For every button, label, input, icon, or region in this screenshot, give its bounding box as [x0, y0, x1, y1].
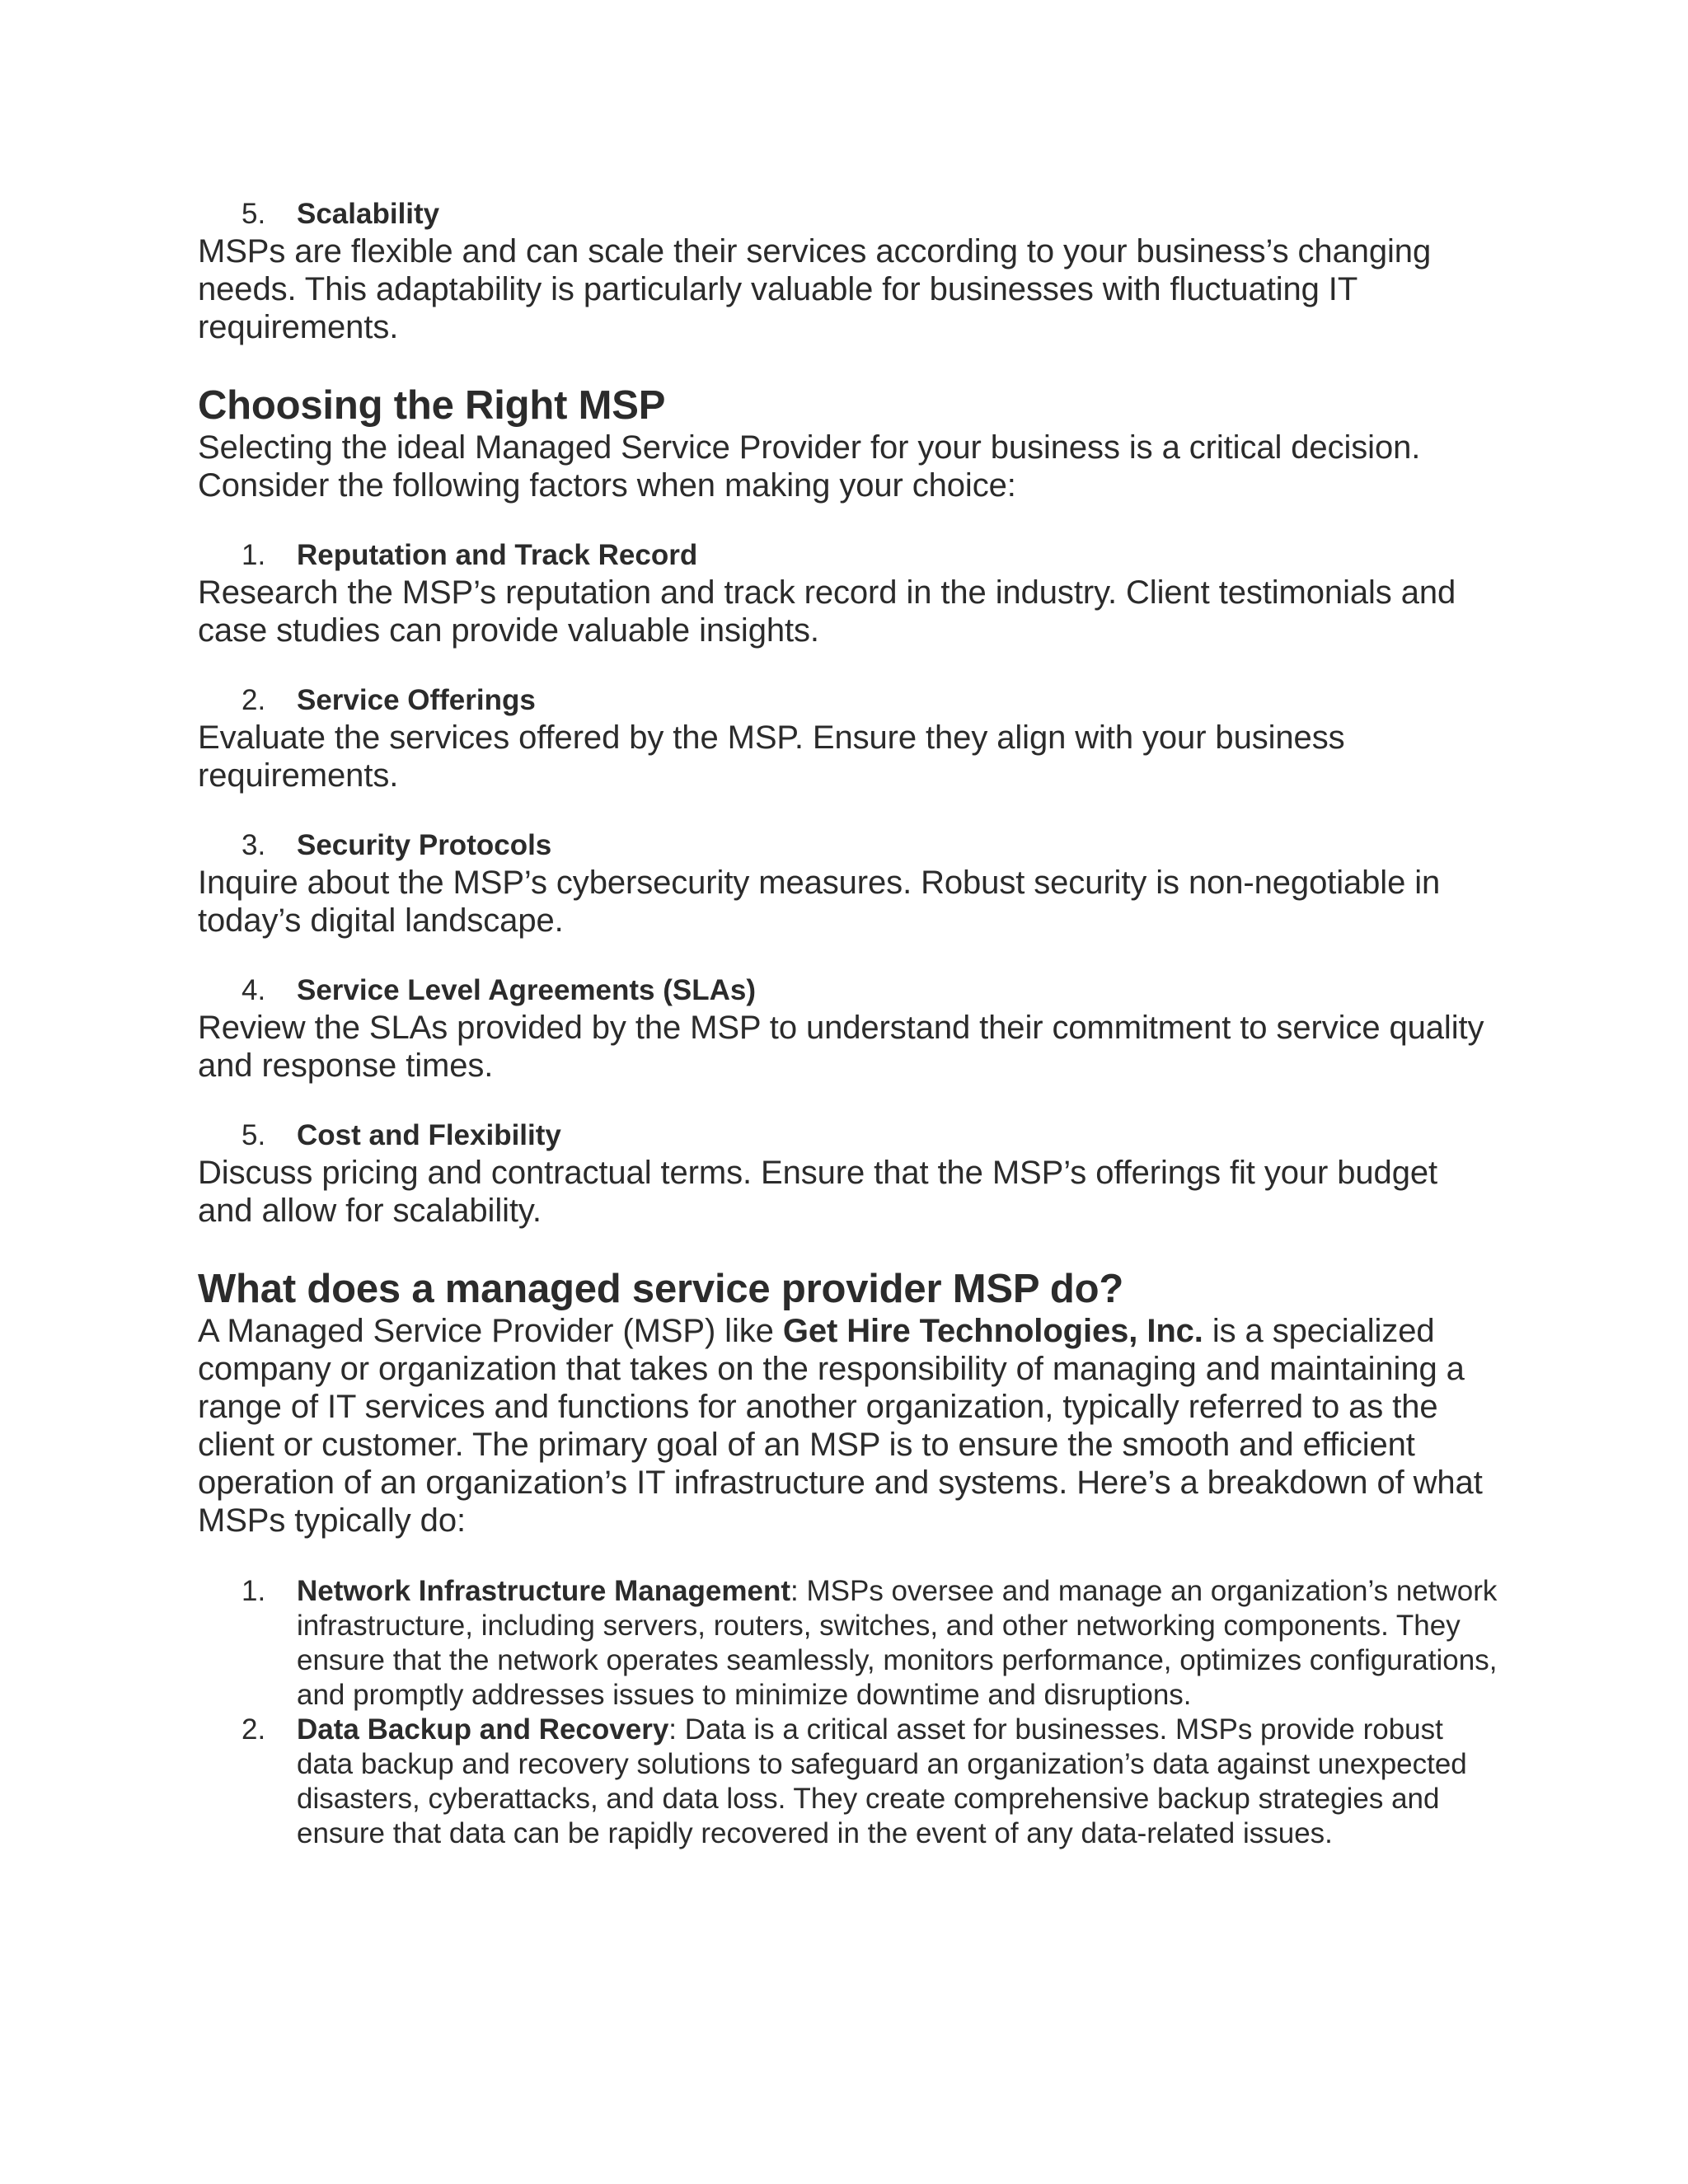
list-item — [241, 827, 1500, 864]
list-number: 5. — [241, 1119, 266, 1151]
paragraph — [198, 1312, 1500, 1540]
list-item-title: Network Infrastructure Management — [297, 1575, 791, 1607]
list-item-text: : Data is a critical asset for businesses. MSPs provide robust data backup and recovery solutions to safeguard an organization’s data against unexpected disasters, cyberattacks, and data loss. They create comprehensive backup strategies and ensure that data can be rapidly recovered in the event of any data-related issues. — [297, 1713, 1467, 1849]
company-name: Get Hire Technologies, Inc. — [782, 1313, 1203, 1349]
list-number: 1. — [241, 539, 266, 571]
list-number: 3. — [241, 829, 266, 861]
list-item-text: : MSPs oversee and manage an organization’s network infrastructure, including servers, routers, switches, and other networking components. They ensure that the network operates seamlessly, monitors performance, optimizes configurations, and promptly addresses issues to minimize downtime and disruptions. — [297, 1575, 1498, 1711]
intro-text: A Managed Service Provider (MSP) like — [198, 1313, 783, 1349]
list-item-title: Data Backup and Recovery — [297, 1713, 669, 1746]
paragraph: Review the SLAs provided by the MSP to understand their commitment to service quality and response times. — [198, 1010, 1484, 1084]
list-item-title: Reputation and Track Record — [297, 539, 698, 571]
list-item-title: Scalability — [297, 198, 440, 230]
list-item-title: Security Protocols — [297, 829, 552, 861]
paragraph: Research the MSP’s reputation and track record in the industry. Client testimonials and case studies can provide valuable insights. — [198, 574, 1456, 649]
paragraph: Discuss pricing and contractual terms. Ensure that the MSP’s offerings fit your budget and allow for scalability. — [198, 1155, 1437, 1229]
list-item-title: Cost and Flexibility — [297, 1119, 561, 1151]
list-item — [241, 1118, 1500, 1154]
list-number: 4. — [241, 974, 266, 1006]
document-page — [198, 196, 1500, 1851]
list-item-title: Service Level Agreements (SLAs) — [297, 974, 756, 1006]
list-item — [241, 972, 1500, 1009]
intro-text: is a specialized company or organization that takes on the responsibility of managing and maintaining a range of IT services and functions for another organization, typically referred to as the client or customer. The primary goal of an MSP is to ensure the smooth and efficient operation of an organization’s IT infrastructure and systems. Here’s a breakdown of what MSPs typically do: — [198, 1313, 1483, 1539]
list-item — [241, 682, 1500, 719]
list-number: 2. — [241, 684, 266, 716]
list-item — [241, 537, 1500, 574]
section-heading-what: What does a managed service provider MSP do? — [198, 1267, 1124, 1311]
list-item-title: Service Offerings — [297, 684, 536, 716]
list-item — [241, 1574, 1500, 1713]
list-number: 5. — [241, 198, 266, 230]
paragraph: Evaluate the services offered by the MSP. Ensure they align with your business requirements. — [198, 719, 1345, 794]
paragraph: Selecting the ideal Managed Service Provider for your business is a critical decision. Consider the following factors when making your choice: — [198, 429, 1421, 504]
list-item-scalability — [241, 196, 1500, 232]
paragraph: Inquire about the MSP’s cybersecurity measures. Robust security is non-negotiable in today’s digital landscape. — [198, 865, 1441, 939]
paragraph: MSPs are flexible and can scale their services according to your business’s changing needs. This adaptability is particularly valuable for businesses with fluctuating IT requirements. — [198, 233, 1432, 345]
list-number: 2. — [241, 1713, 266, 1746]
section-heading-choosing: Choosing the Right MSP — [198, 383, 666, 428]
list-number: 1. — [241, 1575, 266, 1607]
list-item — [241, 1713, 1500, 1851]
